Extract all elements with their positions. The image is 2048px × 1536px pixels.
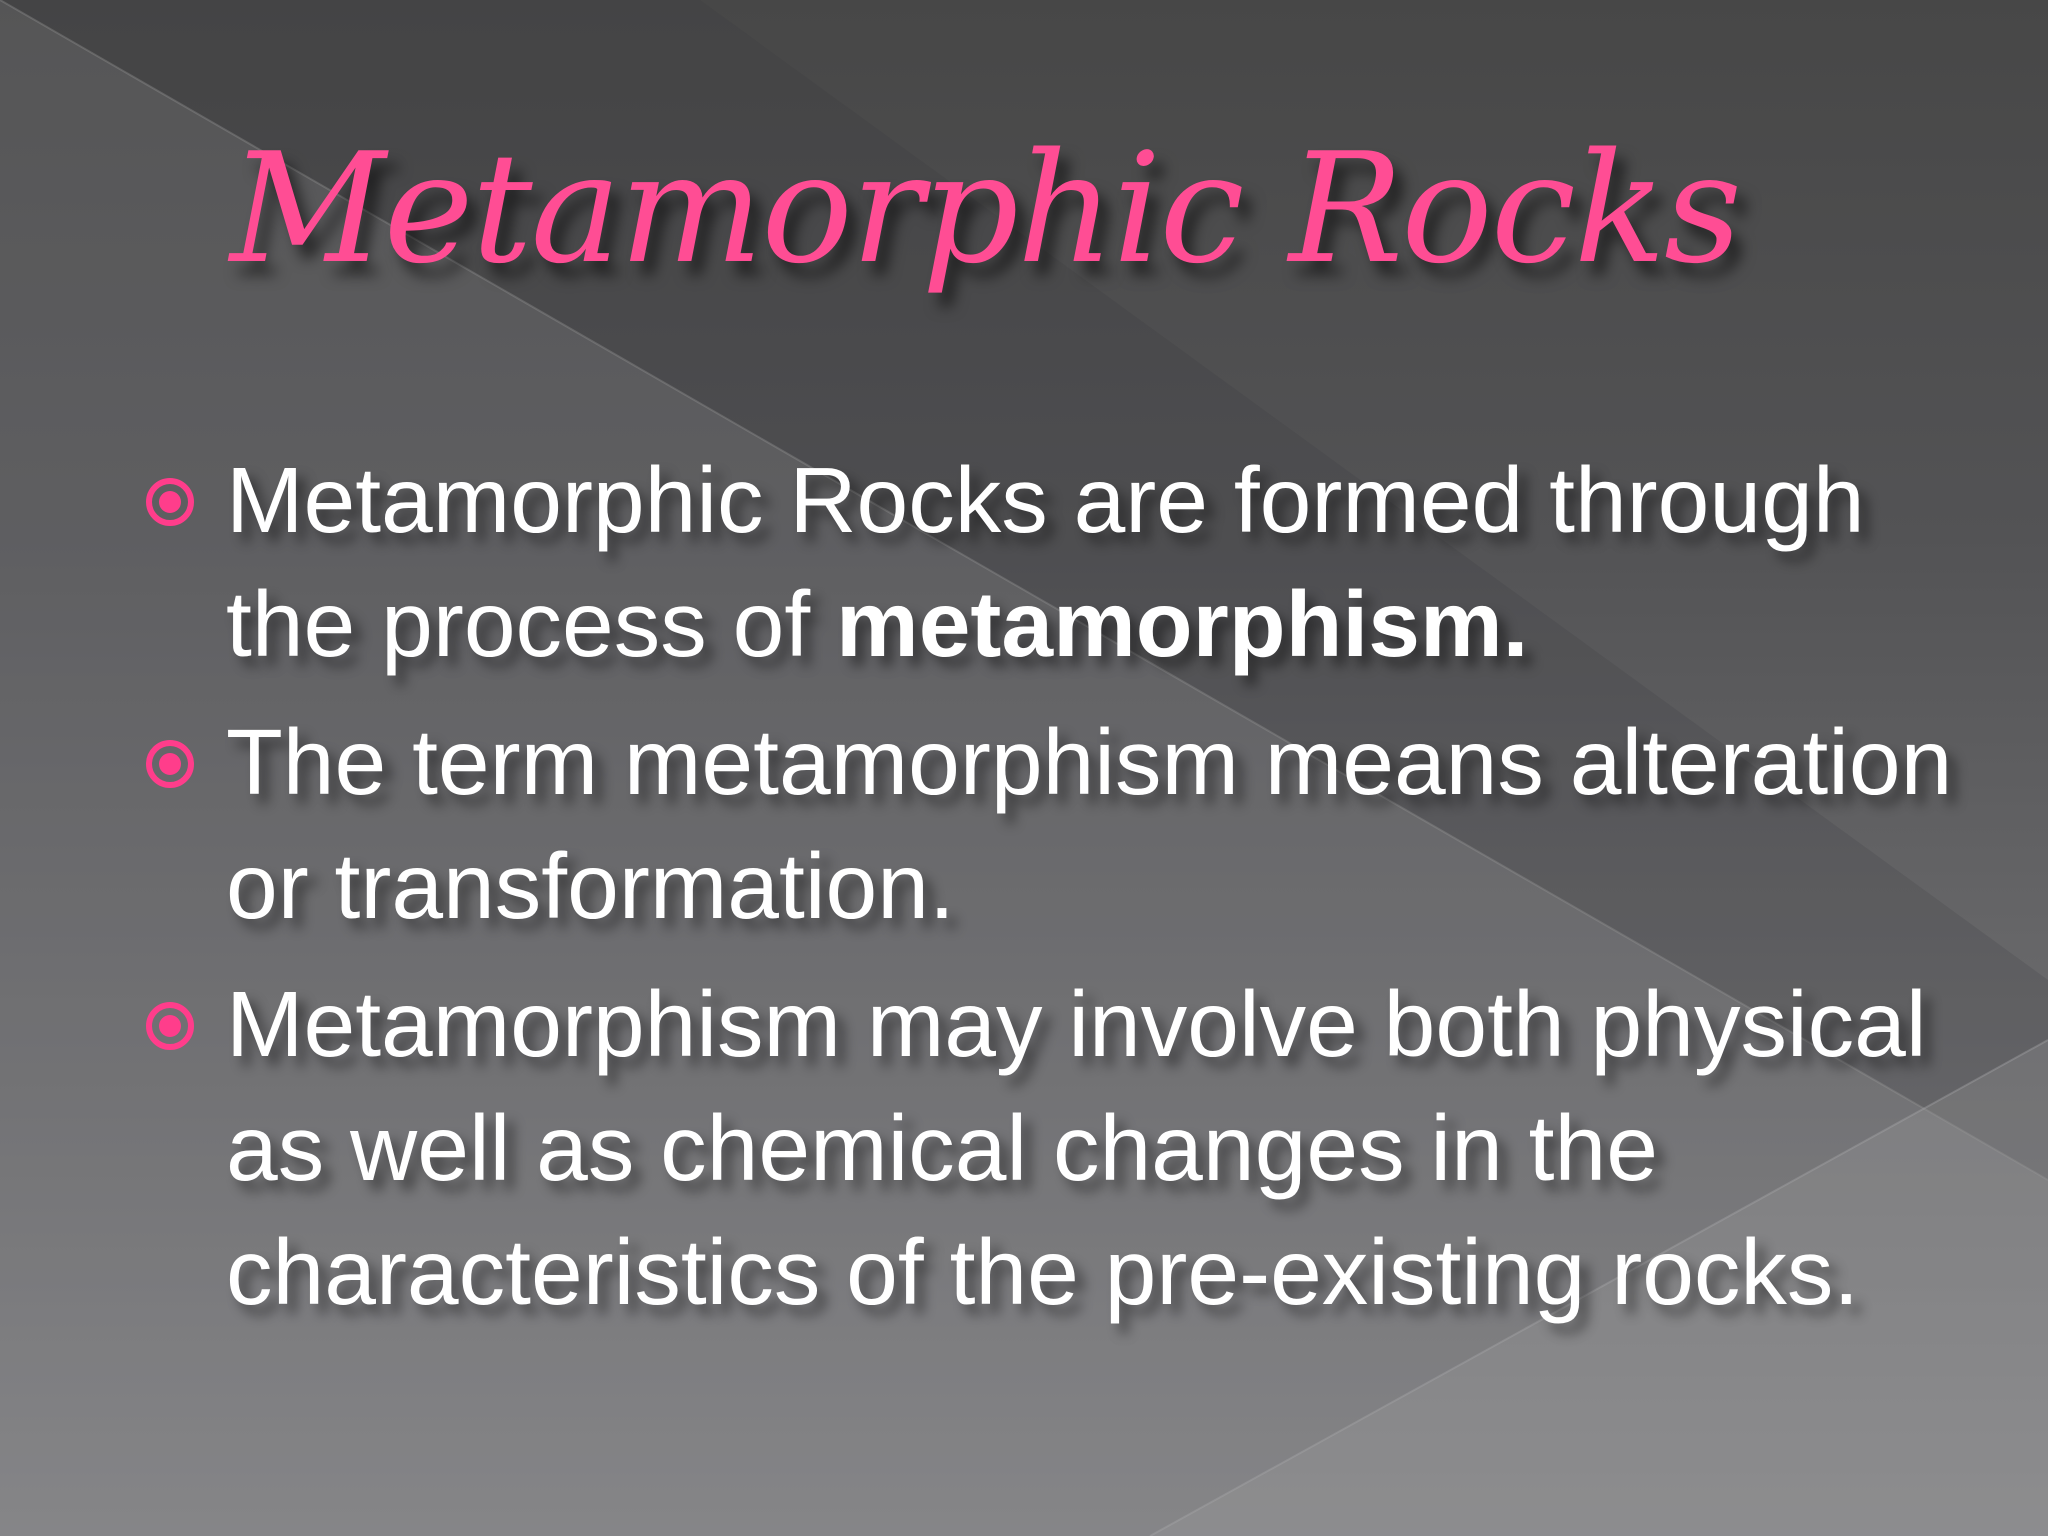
bullet-text: Metamorphism may involve both physical as well as chemical changes in the characteristics of the pre-existing rocks. bbox=[226, 972, 1927, 1324]
circled-dot-bullet-icon bbox=[144, 738, 196, 790]
circled-dot-bullet-icon bbox=[144, 476, 196, 528]
bullet-item bbox=[140, 962, 1970, 1334]
bullet-text-bold: metamorphism. bbox=[836, 572, 1529, 676]
circled-dot-bullet-icon bbox=[144, 1000, 196, 1052]
bullet-text: The term metamorphism means alteration or transformation. bbox=[226, 710, 1953, 938]
bullet-list bbox=[140, 438, 1970, 1348]
bullet-item bbox=[140, 438, 1970, 686]
bullet-item bbox=[140, 700, 1970, 948]
bullet-text: Metamorphic Rocks are formed through the process of bbox=[226, 448, 1865, 676]
slide-title: Metamorphic Rocks bbox=[230, 120, 1741, 297]
